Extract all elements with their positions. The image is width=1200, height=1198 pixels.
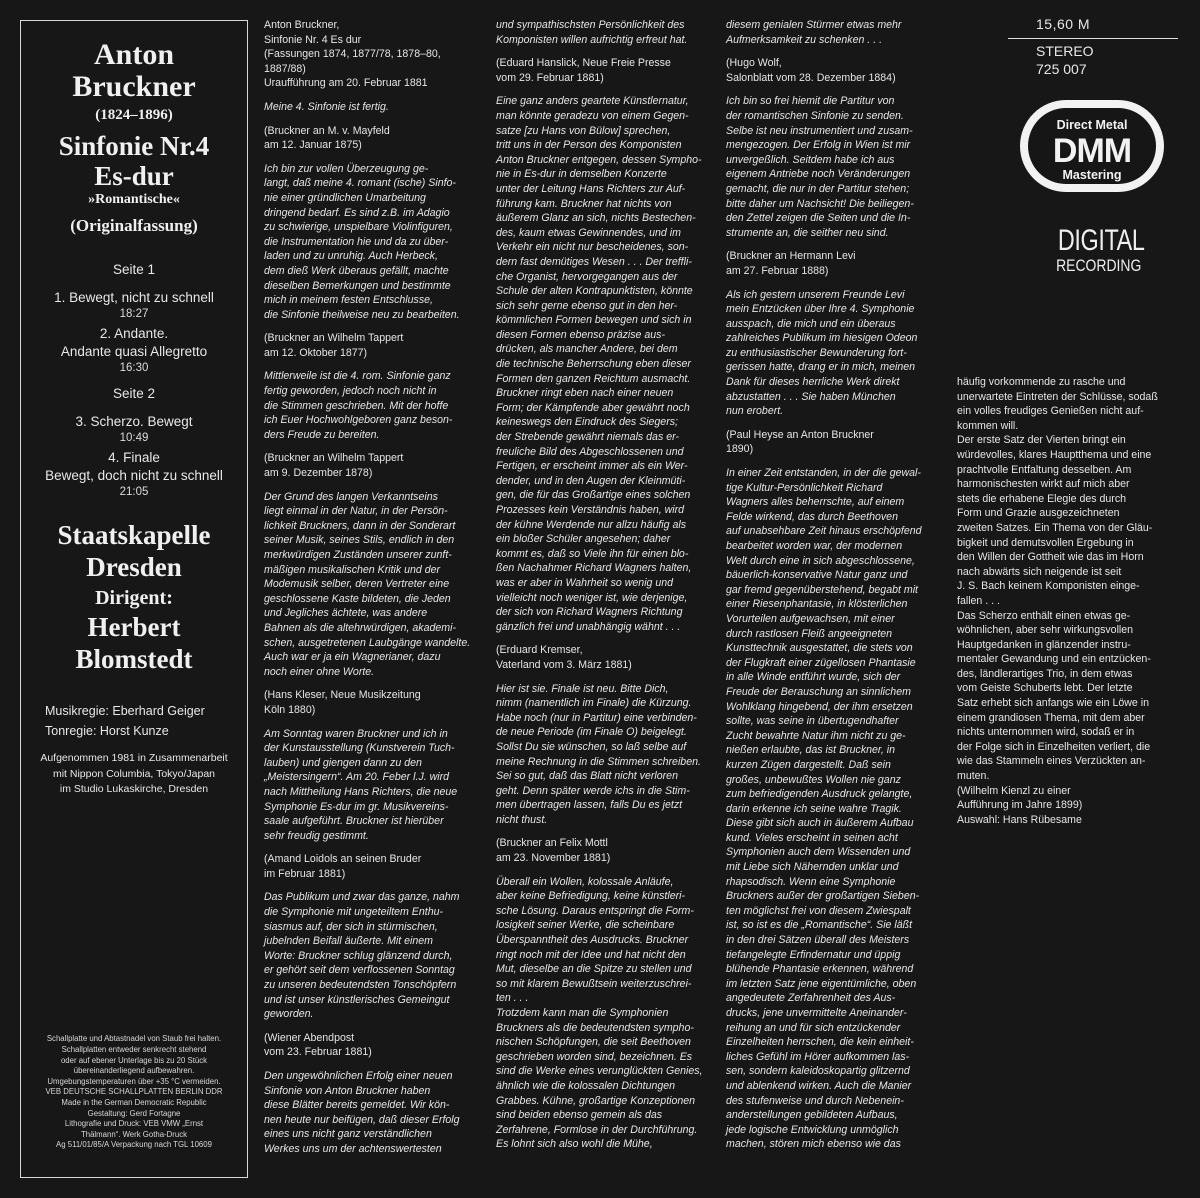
recording-info [21,751,247,798]
source-paragraph: (Amand Loidols an seinen Bruder im Februar 1881) [264,853,422,880]
musikregie-credit: Musikregie: Eberhard Geiger [45,704,205,718]
liner-notes-column-3 [726,18,952,1161]
symphony-version: (Originalfassung) [70,216,198,235]
quote-paragraph: Ich bin so frei hiemit die Partitur von der romantischen Sinfonie zu senden. Selbe ist neu instrumentiert und zusam- mengezogen. Der Erfolg in Wien ist mir unvergeßlich. Seitdem habe ich aus eigenem Antriebe noch Veränderungen gemacht, die nur in der Partitur stehen; bitte daher um Nachsicht! Die beiliegen- den Zettel zeigen die Seiten und die In- strumente an, die seither neu sind. [726,95,914,239]
source-paragraph: (Bruckner an Felix Mottl am 23. November 1881) [496,837,611,865]
digital-label: DIGITAL [1057,224,1145,257]
source-paragraph: (Bruckner an Wilhelm Tappert am 9. Dezember 1878) [264,452,404,480]
track-2 [21,325,247,375]
production-credits [21,701,247,741]
digital-recording-logo [1048,224,1145,276]
liner-notes-column-2 [496,18,718,1161]
source-paragraph: häufig vorkommende zu rasche und unerwartete Eintreten der Schlüsse, sodaß ein volles freudiges Genießen nicht auf- kommen will. Der erste Satz der Vierten bringt ein würdevolles, klares Hauptthema und eine prachtvolle Entfaltung desselben. Am harmonischesten wirkt auf mich aber stets die erhabene Elegie des durch Form und Grazie ausgezeichneten zweiten Satzes. Ein Thema von der Gläu- bigkeit und demutsvollen Ergebung in den Willen der Gottheit wie das im Horn nach abwärts sich neigende ist seit J. S. Bach keinem Komponisten einge- fallen . . . Das Scherzo enthält einen etwas ge- wöhnlichen, aber sehr wirkungsvollen Hauptgedanken in glänzender instru- mentaler Gewandung und ein entzücken- des, ländlerartiges Trio, in dem etwas vom Geiste Schuberts lebt. Der letzte Satz erhebt sich anfangs wie ein Löwe in einem grandiosen Thema, mit dem aber nichts unternommen wird, sodaß er in der Folge sich in Einzelheiten verliert, die wie das Stammeln eines Verzückten an- muten. (Wilhelm Kienzl zu einer Aufführung im Jahre 1899) Auswahl: Hans Rübesame [957,376,1158,826]
recording-info-line-3: im Studio Lukaskirche, Dresden [59,783,209,795]
legal-notice: Schallplatte und Abtastnadel von Staub frei halten. Schallplatten entweder senkrecht stehend oder auf ebener Unterlage bis zu 20 Stück übereinanderliegend aufbewahren. Umgebungstemperaturen über +35 °C vermeiden. VEB DEUTSCHE SCHALLPLATTEN BERLIN DDR Made in the German Democratic Republic Gestaltung: Gerd Fortagne Lithografie und Druck: VEB VMW „Ernst Thälmann“. Werk Gotha-Druck Ag 511/01/85/A Verpackung nach TGL 10609 [45,1034,223,1150]
source-paragraph: Anton Bruckner, Sinfonie Nr. 4 Es dur (Fassungen 1874, 1877/78, 1878–80, 1887/88) Uraufführung am 20. Februar 1881 [264,19,441,90]
track-4-title: 4. Finale [108,450,160,465]
liner-notes-column-1 [264,18,484,1166]
catalog-number: 725 007 [1036,61,1087,77]
orchestra-name-line-2: Dresden [86,552,182,582]
dmm-bottom-text: Mastering [1062,168,1122,182]
quote-paragraph: Ich bin zur vollen Überzeugung ge- langt, daß meine 4. romant (ische) Sinfo- nie einer gründlichen Umarbeitung dringend bedarf. Es sind z.B. im Adagio zu schwierige, unspielbare Violinfiguren, die Instrumentation hie und da zu über- laden und zu unruhig. Auch Herbeck, dem dieß Werk überaus gefällt, machte dieselben Bemerkungen und bestimmte mich in meinem festen Entschlusse, die Sinfonie theilweise neu zu bearbeiten. [264,162,460,321]
composer-last-name: Bruckner [72,70,196,103]
quote-paragraph: Überall ein Wollen, kolossale Anläufe, aber keine Befriedigung, keine künstleri- sche Lösung. Daraus entspringt die Form- losigkeit seiner Werke, die scheinbare Überspanntheit des Ausdrucks. Bruckner ringt noch mit der Idee und hat nicht den Mut, dieselbe an die Spitze zu stellen und so mit klarem Bewußtsein weiterzuschrei- ten . . . Trotzdem kann man die Symphonien Bruckners als die bedeutendsten sympho- nischen Schöpfungen, die seit Beethoven geschrieben worden sind, bezeichnen. Es sind die Werke eines verunglückten Genies, ähnlich wie die kolossalen Dichtungen Grabbes. Kühne, großartige Konzeptionen sind beiden ebenso gemein als das Zerfahrene, Formlose in der Durchführung. Es lohnt sich also wohl die Mühe, [496,875,703,1151]
quote-paragraph: Mittlerweile ist die 4. rom. Sinfonie ganz fertig geworden, jedoch noch nicht in die Stimmen geschrieben. Mit der hoffe ich Euer Hochwohlgeboren ganz beson- ders Freude zu bereiten. [264,370,453,441]
track-3-duration: 10:49 [119,432,149,444]
source-paragraph: (Eduard Hanslick, Neue Freie Presse vom 29. Februar 1881) [496,57,671,84]
track-4-duration: 21:05 [119,486,149,498]
catalog-block [1008,14,1178,78]
source-paragraph: (Wiener Abendpost vom 23. Februar 1881) [264,1031,372,1059]
orchestra-name-line-1: Staatskapelle [57,520,211,550]
track-2-subtitle: Andante quasi Allegretto [60,344,208,359]
track-4-subtitle: Bewegt, doch nicht zu schnell [45,468,223,483]
side-2-label: Seite 2 [112,386,156,401]
recording-info-line-1: Aufgenommen 1981 in Zusammenarbeit [40,752,228,764]
symphony-title: Sinfonie Nr.4 [58,131,210,161]
track-2-title: 2. Andante. [99,326,169,341]
source-paragraph: (Erduard Kremser, Vaterland vom 3. März 1881) [496,644,632,671]
track-4 [21,449,247,499]
quote-paragraph: diesem genialen Stürmer etwas mehr Aufmerksamkeit zu schenken . . . [726,19,902,46]
source-paragraph: (Bruckner an Hermann Levi am 27. Februar 1888) [726,250,856,277]
conductor-label: Dirigent: [95,587,173,609]
source-paragraph: (Bruckner an M. v. Mayfeld am 12. Januar 1875) [264,124,390,152]
price-label: 15,60 M [1036,16,1091,32]
track-1-duration: 18:27 [119,308,149,320]
quote-paragraph: Am Sonntag waren Bruckner und ich in der Kunstausstellung (Kunstverein Tuch- lauben) und giengen dann zu den „Meistersingern“. Am 20. Feber l.J. wird nach Mittheilung Hans Richters, die neue Symphonie Es-dur im gr. Musikvereins- saale aufgeführt. Bruckner ist hierüber sehr freudig gestimmt. [264,727,458,842]
recording-label: RECORDING [1056,256,1142,275]
track-1-title: 1. Bewegt, nicht zu schnell [54,290,214,305]
composer-years: (1824–1896) [95,107,173,123]
track-3 [21,413,247,445]
track-3-title: 3. Scherzo. Bewegt [75,414,193,429]
quote-paragraph: Meine 4. Sinfonie ist fertig. [264,100,389,113]
symphony-subtitle: »Romantische« [88,192,180,207]
quote-paragraph: Den ungewöhnlichen Erfolg einer neuen Sinfonie von Anton Bruckner haben diese Blätter bereits gemeldet. Wir kön- nen heute nur beifügen, daß dieser Erfolg eines uns nicht ganz verständlichen Werkes uns um der achtenswertesten [264,1070,460,1155]
quote-paragraph: In einer Zeit entstanden, in der die gewal- tige Kultur-Persönlichkeit Richard Wagners alles beherrschte, auf einem Felde wirkend, das durch Beethoven auf unabsehbare Zeit hinaus erschöpfend bearbeitet worden war, der modernen Welt durch eine in sich abgeschlossene, bäuerlich-konservative Natur ganz und gar fremd gegenüberstehend, begabt mit einer Riesenphantasie, in klösterlichen Vorurteilen aufgewachsen, mit einer durch rastlosen Fleiß angeeigneten Kunsttechnik ausgestattet, die stets von der Flugkraft einer zügellosen Phantasie in alle Winde entführt wurde, sich der Freude der Berauschung an sinnlichem Wohlklang hingebend, der ihm ersetzen sollte, was seine in übertugendhafter Zucht bewahrte Natur ihm nicht zu ge- nießen erlaubte, das ist Bruckner, in kurzen Zügen dargestellt. Daß sein großes, unbewußtes Wollen nie ganz zum befriedigenden Ausdruck gelangte, darin erkenne ich seine wahre Tragik. Diese gibt sich auch in äußerem Aufbau kund. Vieles erscheint in seinen acht Symphonien auch dem Wissenden und mit Liebe sich Nähernden unklar und rhapsodisch. Wenn eine Symphonie Bruckners außer der großartigen Sieben- ten möglichst frei von diesem Zwiespalt ist, so ist es die „Romantische“. Sie läßt in den drei Sätzen überall des Meisters tiefangelegte Erfindernatur und üppig blühende Phantasie erkennen, während im letzten Satz jene eigentümliche, oben angedeutete Zerfahrenheit des Aus- drucks, jene unvermittelte Aneinander- reihung an und für sich entzückender Einzelheiten herrschen, die kein einheit- liches Gefühl im Hörer aufkommen las- sen, sondern kaleidoskopartig glitzernd und ablenkend wirken. Auch die Manier des stufenweise und durch Nebenein- anderstellungen gebildeten Aufbaus, jede logische Entwicklung unmöglich machen, stören mich ebenso wie das [726,467,922,1151]
tracklist [21,261,247,499]
quote-paragraph: Eine ganz anders geartete Künstlernatur, man könnte geradezu von einem Gegen- satze [zu Hans von Bülow] sprechen, tritt uns in der Person des Komponisten Anton Bruckner entgegen, dessen Sympho- nie in Es-dur in demselben Konzerte unter der Leitung Hans Richters zur Auf- führung kam. Bruckner hat nichts von äußerem Glanz an sich, nichts Bestechen- des, kaum etwas Gewinnendes, und im Verkehr ein nicht nur bescheidenes, son- dern fast demütiges Wesen . . . Der treffli- che Organist, hervorgegangen aus der Schule der alten Kontrapunktisten, könnte sich sehr gerne ebenso gut in den her- kömmlichen Formen bewegen und sich in diesen Formen ebenso präzise aus- drücken, als mancher Andere, bei dem die technische Beherrschung eben dieser Formen den ganzen Reichtum ausmacht. Bruckner ringt eben nach einer neuen Form; der Kämpfende aber gewährt noch keineswegs den Eindruck des Siegers; der Strebende gewährt niemals das er- freuliche Bild des Abgeschlossenen und Fertigen, er erscheint immer als ein Wer- dender, und in den Augen der Kleinmüti- gen, die für das Großartige eines solchen Prozesses kein Verständnis haben, wird der kühne Werdende nur allzu häufig als ein bloßer Schüler angesehen; daher kommt es, daß so Viele ihn für einen blo- ßen Nachahmer Richard Wagners halten, was er aber in Wahrheit so wenig und vielleicht noch weniger ist, wie derjenige, der sich von Richard Wagners Richtung gänzlich frei und unabhängig wähnt . . . [496,95,702,633]
track-1 [21,289,247,321]
dmm-main-text: DMM [1052,132,1132,170]
dmm-top-text: Direct Metal [1056,118,1128,132]
side-1-label: Seite 1 [112,262,156,277]
source-paragraph: (Paul Heyse an Anton Bruckner 1890) [726,428,874,456]
quote-paragraph: Als ich gestern unserem Freunde Levi mein Entzücken über Ihre 4. Symphonie ausspach, die mich und ein überaus zahlreiches Publikum im hiesigen Odeon zu enthusiastischer Bewunderung fort- gerissen hatte, drang er in mich, meinen Dank für dieses herrliche Werk direkt abzustatten . . . Sie haben München nun erobert. [726,288,918,418]
conductor-first-name: Herbert [87,612,181,642]
dmm-badge-icon [1018,98,1166,194]
liner-notes-column-4 [957,375,1179,836]
quote-paragraph: und sympathischsten Persönlichkeit des Komponisten willen aufrichtig erfreut hat. [496,19,688,46]
stereo-label: STEREO [1036,43,1094,59]
source-paragraph: (Hugo Wolf, Salonblatt vom 28. Dezember 1884) [726,57,896,84]
source-paragraph: (Bruckner an Wilhelm Tappert am 12. Oktober 1877) [264,332,404,359]
track-2-duration: 16:30 [119,362,149,374]
conductor-last-name: Blomstedt [75,644,193,674]
tonregie-credit: Tonregie: Horst Kunze [45,724,169,738]
dmm-logo [1018,98,1166,194]
symphony-key: Es-dur [94,161,174,191]
source-paragraph: (Hans Kleser, Neue Musikzeitung Köln 1880) [264,689,421,716]
recording-info-line-2: mit Nippon Columbia, Tokyo/Japan [52,767,216,780]
quote-paragraph: Hier ist sie. Finale ist neu. Bitte Dich, nimm (namentlich im Finale) die Kürzung. Habe noch (nur in Partitur) eine verbinden- de neue Periode (im Finale O) beigelegt. Sollst Du sie wünschen, so laß selbe auf meine Rechnung in die Stimmen schreiben. Sei so gut, daß das Blatt nicht verloren geht. Denn später werde ichs in die Stim- men übertragen lassen, falls Du es jetzt nicht thust. [496,682,701,826]
quote-paragraph: Der Grund des langen Verkanntseins liegt einmal in der Natur, in der Persön- lichkeit Bruckners, dann in der Sonderart seiner Musik, seines Stils, endlich in den merkwürdigen Zuständen unserer zunft- mäßigen musikalischen Kritik und der Modemusik selber, deren Vertreter eine geschlossene Kaste bildeten, die Jeden und Jegliches ächtete, was andere Bahnen als die altehrwürdigen, akademi- schen, ausgetretenen Laubgänge wandelte. Auch war er ja ein Wagnerianer, dazu noch einer ohne Worte. [264,490,471,678]
composer-first-name: Anton [93,38,175,71]
title-panel [20,20,248,1178]
quote-paragraph: Das Publikum und zwar das ganze, nahm die Symphonie mit ungeteiltem Enthu- siasmus auf, der sich in stürmischen, jubelnden Beifall äußerte. Mit einem Worte: Bruckner schlug glänzend durch, er gehört seit dem verflossenen Sonntag zu unseren bedeutendsten Tonschöpfern und ist unser künstlerisches Gemeingut geworden. [264,891,460,1021]
